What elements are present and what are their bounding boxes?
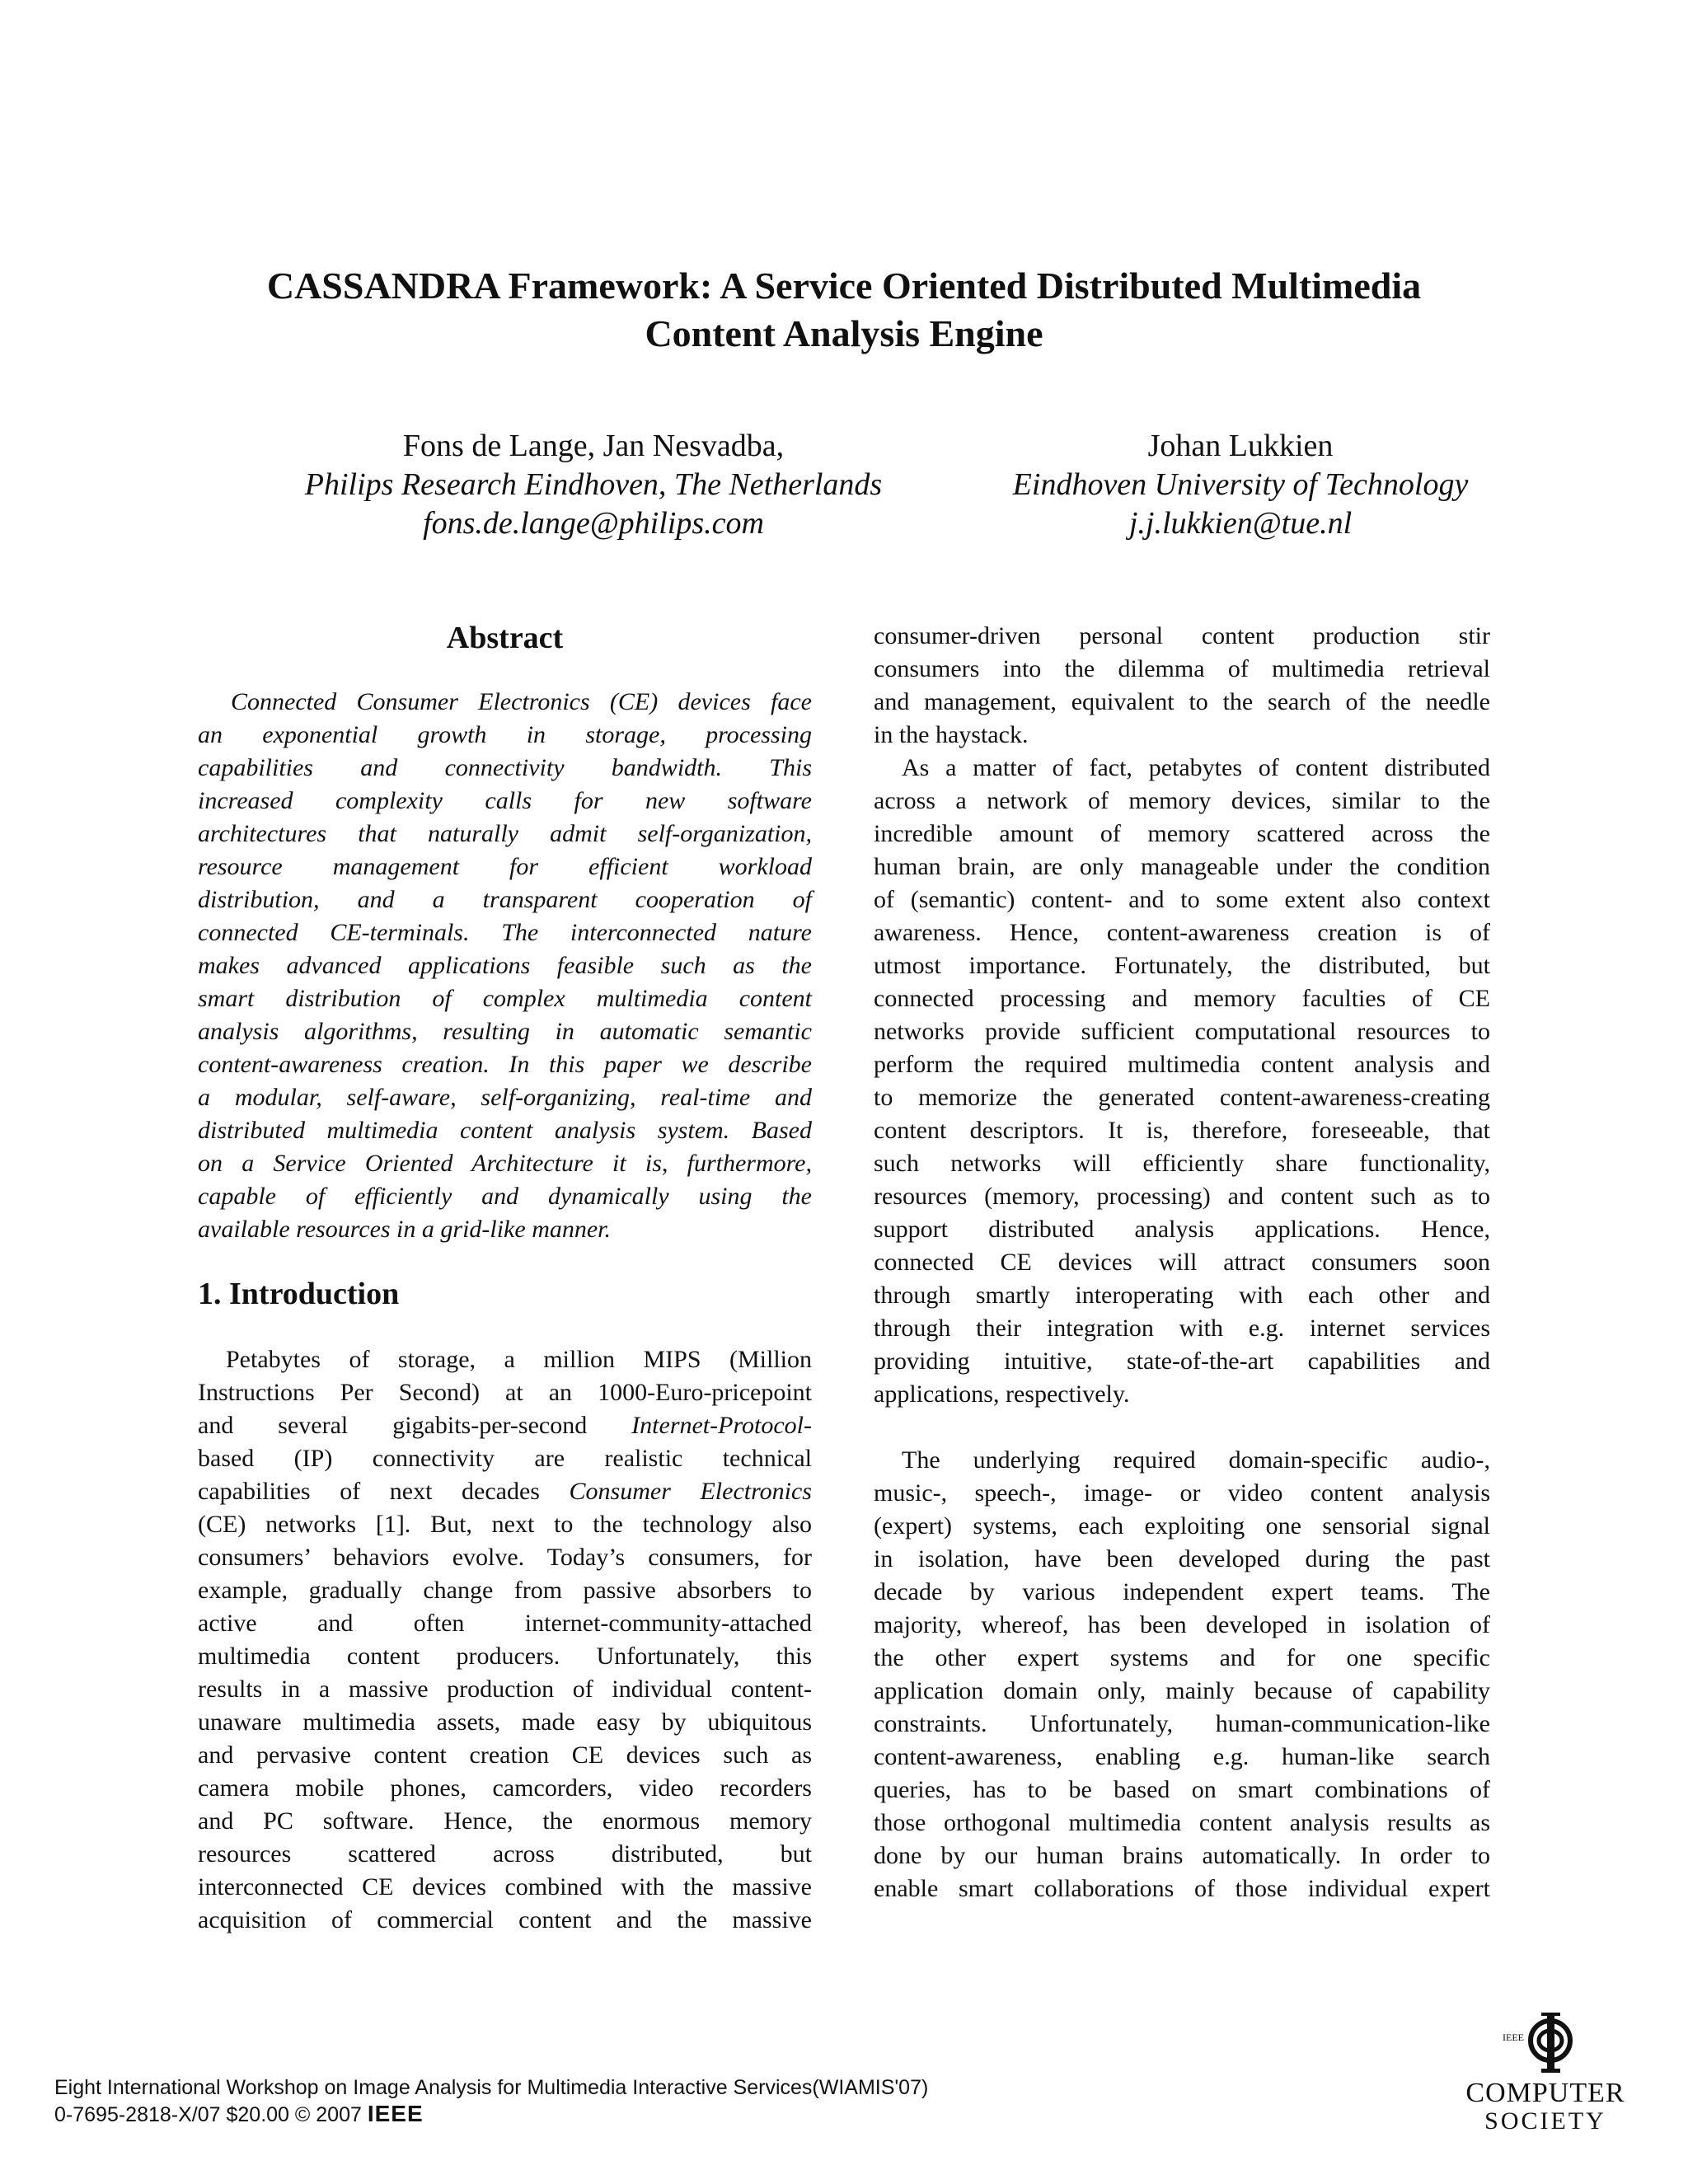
body-line: awareness. Hence, content-awareness creation is of [874,919,1490,946]
right-column [874,620,1490,1905]
abstract-line: smart distribution of complex multimedia content [198,985,812,1012]
abstract-line: a modular, self-aware, self-organizing, real-time and [198,1084,812,1111]
body-line: decade by various independent expert teams. The [874,1578,1490,1605]
body-line: across a network of memory devices, similar to the [874,787,1490,814]
abstract-line: increased complexity calls for new software [198,787,812,814]
abstract-line: analysis algorithms, resulting in automatic semantic [198,1018,812,1045]
intro-line: acquisition of commercial content and the massive [198,1906,812,1933]
computer-society-logo [1451,2011,1640,2159]
intro-line: Instructions Per Second) at an 1000-Euro-pricepoint [198,1379,812,1406]
intro-line: resources scattered across distributed, but [198,1840,812,1868]
intro-line: camera mobile phones, camcorders, video recorders [198,1774,812,1802]
body-line: consumers into the dilemma of multimedia retrieval [874,655,1490,682]
ieee-wordmark: IEEE [367,2101,424,2126]
body-line: music-, speech-, image- or video content analysis [874,1479,1490,1507]
author-block-tue [981,427,1500,543]
intro-line: interconnected CE devices combined with the massive [198,1873,812,1900]
intro-line: consumers’ behaviors evolve. Today’s consumers, for [198,1544,812,1571]
body-line: enable smart collaborations of those individual expert [874,1875,1490,1902]
body-line: resources (memory, processing) and content such as to [874,1183,1490,1210]
author-names: Fons de Lange, Jan Nesvadba, [402,429,785,463]
intro-line: (CE) networks [1]. But, next to the technology also [198,1511,812,1538]
paragraph [874,620,1490,752]
body-line: done by our human brains automatically. In order to [874,1842,1490,1869]
abstract-line: architectures that naturally admit self-organization, [198,820,812,847]
abstract-line: an exponential growth in storage, processing [198,721,812,748]
body-line: to memorize the generated content-awareness-creating [874,1084,1490,1111]
author-email: j.j.lukkien@tue.nl [1128,506,1353,541]
body-line: content-awareness, enabling e.g. human-like search [874,1743,1490,1770]
intro-line: unaware multimedia assets, made easy by ubiquitous [198,1708,812,1736]
author-affiliation: Philips Research Eindhoven, The Netherlands [304,467,883,502]
body-line: content descriptors. It is, therefore, foreseeable, that [874,1117,1490,1144]
abstract-body [198,686,812,1246]
body-line: networks provide sufficient computational resources to [874,1018,1490,1045]
footer-citation [54,2074,928,2128]
body-line: constraints. Unfortunately, human-communication-like [874,1710,1490,1737]
footer-venue: Eight International Workshop on Image Analysis for Multimedia Interactive Services(WIAMIS'07) [54,2076,929,2099]
body-line: As a matter of fact, petabytes of content distributed [902,754,1490,781]
logo-small-text: IEEE [1503,2032,1524,2043]
abstract-heading: Abstract [446,621,564,655]
footer-copyright: 0-7695-2818-X/07 $20.00 © 2007 IEEE [54,2101,424,2126]
intro-line: Petabytes of storage, a million MIPS (Million [226,1346,812,1373]
body-line: queries, has to be based on smart combinations of [874,1776,1490,1803]
title-line-1: CASSANDRA Framework: A Service Oriented Distributed Multimedia [266,265,1422,307]
abstract-line: distributed multimedia content analysis system. Based [198,1117,812,1144]
body-line: of (semantic) content- and to some extent also context [874,886,1490,913]
body-line: application domain only, mainly because of capability [874,1677,1490,1704]
body-line: connected processing and memory faculties of CE [874,985,1490,1012]
abstract-line: capable of efficiently and dynamically using the [198,1183,812,1210]
abstract-line: capabilities and connectivity bandwidth. This [198,754,812,781]
logo-word-computer: COMPUTER [1465,2078,1625,2108]
author-email: fons.de.lange@philips.com [423,506,764,541]
body-line: applications, respectively. [874,1380,1130,1408]
body-line: the other expert systems and for one specific [874,1644,1490,1671]
body-line: The underlying required domain-specific audio-, [902,1446,1490,1474]
ieee-phi-emblem-icon [1496,2011,1595,2079]
body-line: human brain, are only manageable under the condition [874,853,1490,880]
intro-line: capabilities of next decades Consumer Electronics [198,1478,812,1505]
intro-line: and several gigabits-per-second Internet-Protocol- [198,1412,812,1439]
section-heading-introduction: 1. Introduction [198,1277,400,1311]
title-line-2: Content Analysis Engine [645,312,1043,354]
intro-line: and PC software. Hence, the enormous memory [198,1807,812,1835]
body-line: through their integration with e.g. internet services [874,1315,1490,1342]
body-line: support distributed analysis applications. Hence, [874,1216,1490,1243]
left-column [198,620,812,1937]
abstract-line: available resources in a grid-like manner. [198,1216,612,1243]
intro-line: based (IP) connectivity are realistic technical [198,1445,812,1472]
body-line: incredible amount of memory scattered across the [874,820,1490,847]
abstract-line: resource management for efficient workload [198,853,812,880]
body-line: perform the required multimedia content analysis and [874,1051,1490,1078]
author-affiliation: Eindhoven University of Technology [1012,467,1469,502]
body-line: utmost importance. Fortunately, the distributed, but [874,952,1490,979]
abstract-line: Connected Consumer Electronics (CE) devices face [231,688,812,715]
paragraph [874,1444,1490,1905]
logo-word-society: SOCIETY [1484,2107,1606,2135]
body-line: and management, equivalent to the search of the needle [874,688,1490,715]
intro-line: results in a massive production of individual content- [198,1675,812,1703]
abstract-line: distribution, and a transparent cooperation of [198,886,812,913]
body-line: consumer-driven personal content production stir [874,622,1490,649]
paragraph-gap [874,1411,1490,1444]
intro-line: and pervasive content creation CE devices such as [198,1741,812,1769]
abstract-line: connected CE-terminals. The interconnected nature [198,919,812,946]
abstract-line: on a Service Oriented Architecture it is, furthermore, [198,1150,812,1177]
body-line: in the haystack. [874,721,1029,748]
italic-term: Consumer Electronics [569,1478,812,1505]
body-line: those orthogonal multimedia content analysis results as [874,1809,1490,1836]
intro-line: example, gradually change from passive absorbers to [198,1577,812,1604]
paper-title [165,262,1523,358]
body-line: such networks will efficiently share functionality, [874,1150,1490,1177]
body-line: through smartly interoperating with each other and [874,1282,1490,1309]
body-line: in isolation, have been developed during the past [874,1545,1490,1572]
body-line: providing intuitive, state-of-the-art capabilities and [874,1347,1490,1375]
abstract-line: makes advanced applications feasible such as the [198,952,812,979]
body-line: (expert) systems, each exploiting one sensorial signal [874,1512,1490,1540]
intro-body [198,1343,812,1937]
author-block-philips [256,427,931,543]
body-line: connected CE devices will attract consumers soon [874,1249,1490,1276]
author-names: Johan Lukkien [1147,429,1334,463]
abstract-line: content-awareness creation. In this paper we describe [198,1051,812,1078]
intro-line: multimedia content producers. Unfortunately, this [198,1643,812,1670]
paragraph [874,752,1490,1411]
body-line: majority, whereof, has been developed in isolation of [874,1611,1490,1638]
intro-line: active and often internet-community-attached [198,1610,812,1637]
italic-term: Internet-Protocol- [631,1412,812,1439]
